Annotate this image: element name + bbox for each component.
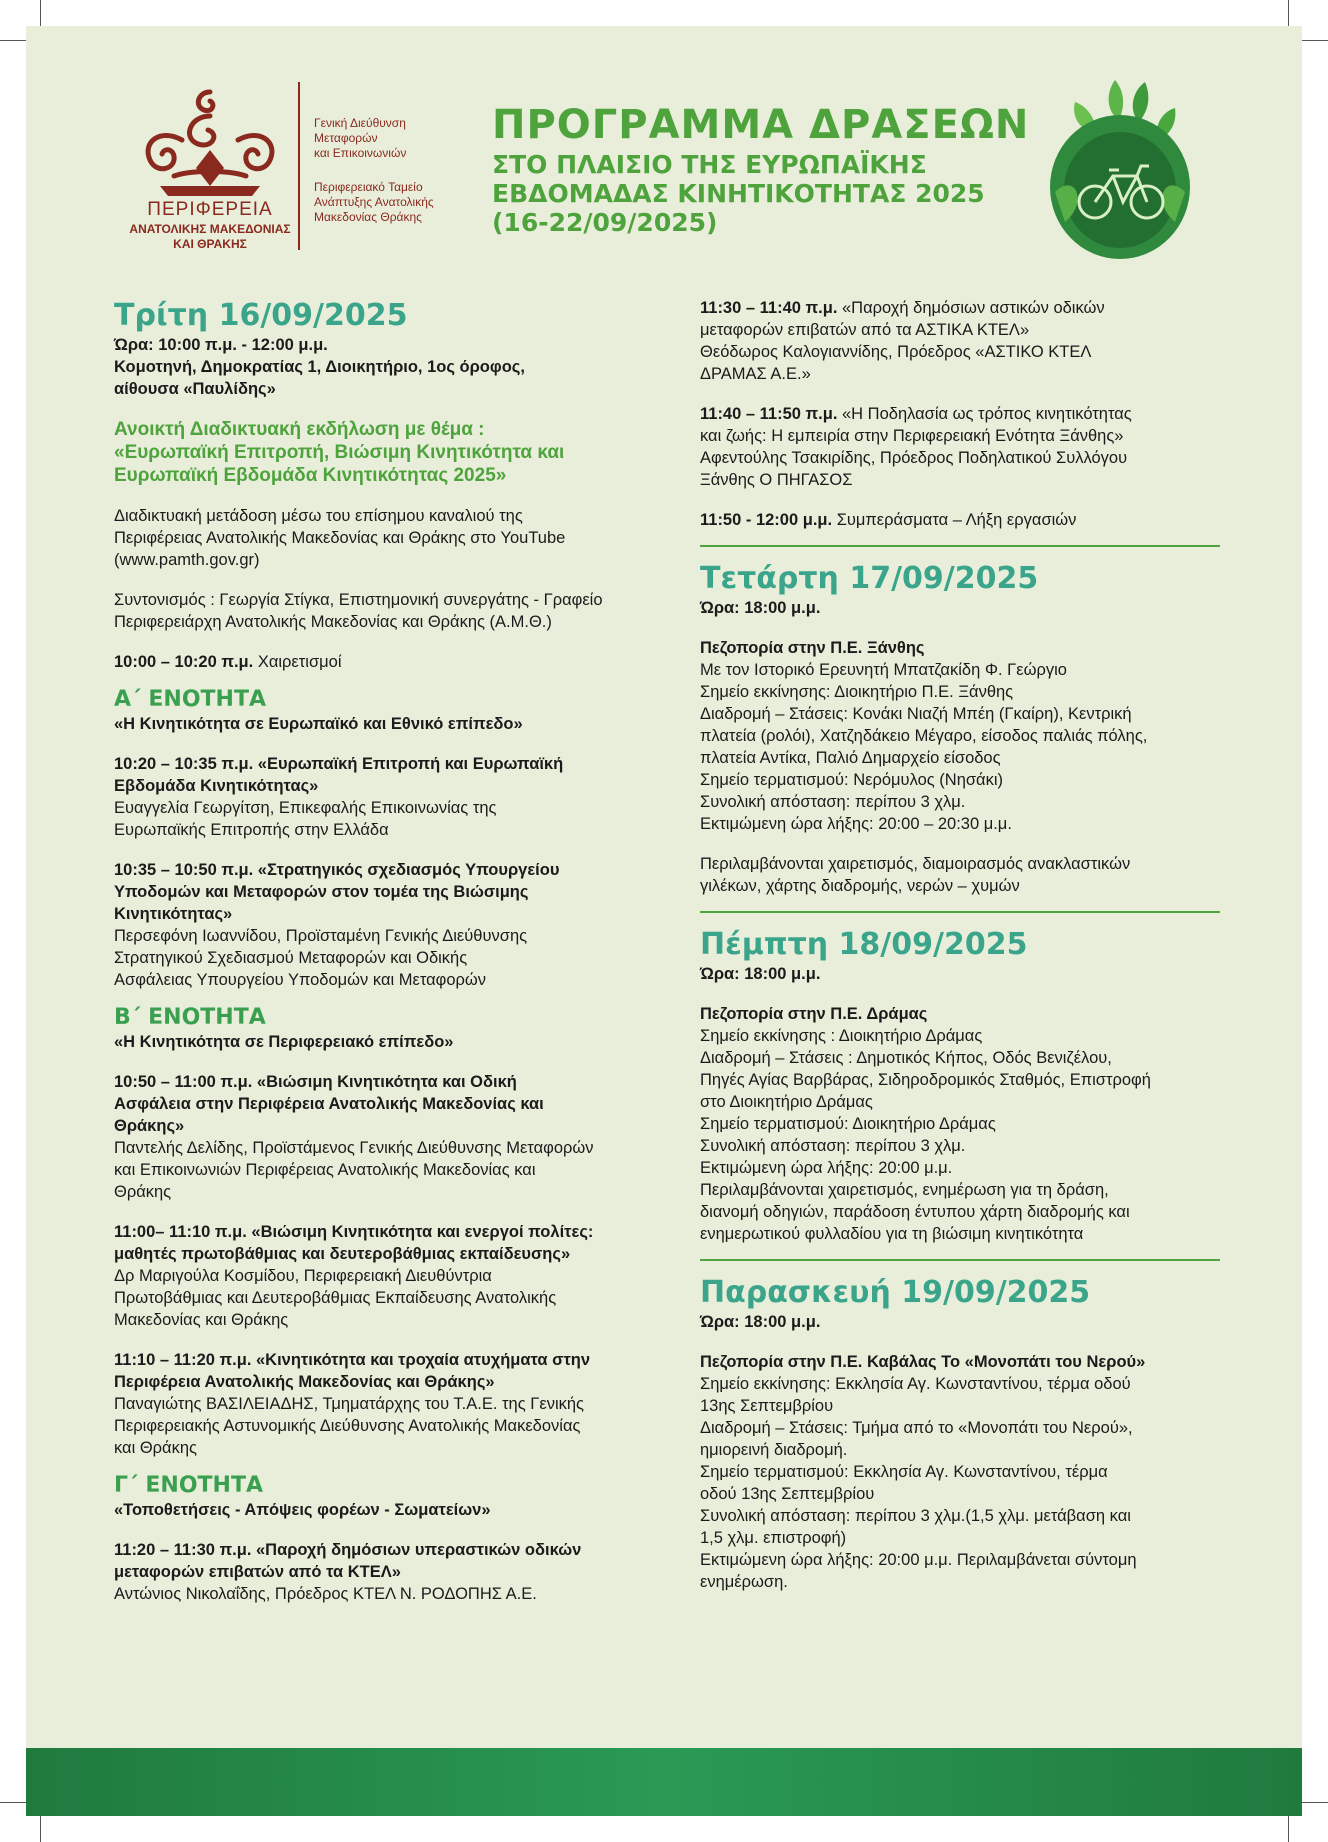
department-general [314, 116, 406, 161]
walk-detail-line: ημιορεινή διαδρομή. [700, 1441, 848, 1459]
agenda-title-line: Υποδομών και Μεταφορών στον τομέα της Βιώσιμης [114, 883, 529, 901]
logo-subtitle-line: ΑΝΑΤΟΛΙΚΗΣ ΜΑΚΕΔΟΝΙΑΣ [129, 222, 291, 236]
walk-detail-line: ενημέρωση. [700, 1573, 788, 1591]
section-divider [700, 545, 1220, 547]
broadcast-line: Διαδικτυακή μετάδοση μέσω του επίσημου καναλιού της [114, 507, 523, 525]
department-line: Μεταφορών [314, 131, 378, 145]
agenda-text-line: Ξάνθης Ο ΠΗΓΑΣΟΣ [700, 471, 853, 489]
event-time: Ώρα: 10:00 π.μ. - 12:00 μ.μ. [114, 336, 328, 354]
section-b-heading: Β΄ ΕΝΟΤΗΤΑ [114, 1005, 266, 1030]
agenda-title-line: 10:50 – 11:00 π.μ. «Βιώσιμη Κινητικότητα και Οδική [114, 1073, 517, 1091]
agenda-title-line: Θράκης» [114, 1117, 185, 1135]
walk-detail-line: Σημείο εκκίνησης: Διοικητήριο Π.Ε. Ξάνθης [700, 683, 1014, 701]
speaker-line: Παναγιώτης ΒΑΣΙΛΕΙΑΔΗΣ, Τμηματάρχης του Τ.Α.Ε. της Γενικής [114, 1395, 584, 1413]
event-time: Ώρα: 18:00 μ.μ. [700, 599, 821, 617]
coordination-line: Συντονισμός : Γεωργία Στίγκα, Επιστημονική συνεργάτης - Γραφείο [114, 591, 603, 609]
agenda-item [700, 509, 1220, 531]
walk-detail-line: Εκτιμώμενη ώρα λήξης: 20:00 – 20:30 μ.μ. [700, 815, 1012, 833]
agenda-title-line: 11:20 – 11:30 π.μ. «Παροχή δημόσιων υπεραστικών οδικών [114, 1541, 582, 1559]
agenda-time: 11:30 – 11:40 π.μ. [700, 299, 838, 317]
event-place-line: αίθουσα «Παυλίδης» [114, 380, 276, 398]
walk-detail-line: Σημείο τερματισμού: Νερόμυλος (Νησάκι) [700, 771, 1004, 789]
divider [298, 82, 300, 250]
crop-mark [1288, 1816, 1289, 1842]
broadcast-line: Περιφέρειας Ανατολικής Μακεδονίας και Θράκης στο YouTube [114, 529, 566, 547]
right-column [700, 297, 1220, 1593]
speaker-line: Περσεφόνη Ιωαννίδου, Προϊσταμένη Γενικής Διεύθυνσης [114, 927, 528, 945]
section-c-heading: Γ΄ ΕΝΟΤΗΤΑ [114, 1473, 263, 1498]
section-divider [700, 1259, 1220, 1261]
agenda-text-line: και ζωής: Η εμπειρία στην Περιφερειακή Ενότητα Ξάνθης» [700, 427, 1124, 445]
subtitle-line: ΣΤΟ ΠΛΑΙΣΙΟ ΤΗΣ ΕΥΡΩΠΑΪΚΗΣ [492, 150, 927, 179]
agenda-text: «Η Ποδηλασία ως τρόπος κινητικότητας [837, 405, 1132, 423]
greetings-item [114, 651, 674, 673]
walk-detail-line: Εκτιμώμενη ώρα λήξης: 20:00 μ.μ. Περιλαμβάνεται σύντομη [700, 1551, 1137, 1569]
agenda-title-line: Περιφέρεια Ανατολικής Μακεδονίας και Θράκης» [114, 1373, 495, 1391]
agenda-title-line: 10:20 – 10:35 π.μ. «Ευρωπαϊκή Επιτροπή και Ευρωπαϊκή [114, 755, 564, 773]
agenda-time: 11:40 – 11:50 π.μ. [700, 405, 838, 423]
speaker-line: Πρωτοβάθμιας και Δευτεροβάθμιας Εκπαίδευσης Ανατολικής [114, 1289, 557, 1307]
logo-name: ΠΕΡΙΦΕΡΕΙΑ [147, 199, 273, 220]
event-time: Ώρα: 18:00 μ.μ. [700, 1313, 821, 1331]
walk-detail-line: Σημείο τερματισμού: Διοικητήριο Δράμας [700, 1115, 996, 1133]
section-divider [700, 911, 1220, 913]
speaker-line: και Επικοινωνιών Περιφέρειας Ανατολικής Μακεδονίας και [114, 1161, 536, 1179]
crop-mark [1302, 1802, 1328, 1803]
agenda-title-line: Εβδομάδα Κινητικότητας» [114, 777, 319, 795]
section-c-subtitle: «Τοποθετήσεις - Απόψεις φορέων - Σωματείων» [114, 1501, 491, 1519]
walk-detail-line: Πηγές Αγίας Βαρβάρας, Σιδηροδρομικός Σταθμός, Επιστροφή [700, 1071, 1151, 1089]
walk-detail-line: 1,5 χλμ. επιστροφή) [700, 1529, 847, 1547]
agenda-text-line: Θεόδωρος Καλογιαννίδης, Πρόεδρος «ΑΣΤΙΚΟ ΚΤΕΛ [700, 343, 1092, 361]
event-title-line: Ευρωπαϊκή Εβδομάδα Κινητικότητας 2025» [114, 465, 507, 486]
agenda-item [700, 297, 1220, 319]
broadcast-line: (www.pamth.gov.gr) [114, 551, 260, 569]
department-line: και Επικοινωνιών [314, 146, 407, 160]
speaker-line: Αντώνιος Νικολαΐδης, Πρόεδρος ΚΤΕΛ Ν. ΡΟΔΟΠΗΣ Α.Ε. [114, 1585, 537, 1603]
walk-note-line: γιλέκων, χάρτης διαδρομής, νερών – χυμών [700, 877, 1020, 895]
walk-title: Πεζοπορία στην Π.Ε. Ξάνθης [700, 639, 925, 657]
agenda-title-line: μαθητές πρωτοβάθμιας και δευτεροβάθμιας εκπαίδευσης» [114, 1245, 571, 1263]
walk-detail-line: ενημερωτικού φυλλαδίου για τη βιώσιμη κινητικότητα [700, 1225, 1084, 1243]
agenda-text: Συμπεράσματα – Λήξη εργασιών [832, 511, 1077, 529]
day-heading-tuesday: Τρίτη 16/09/2025 [114, 298, 408, 333]
walk-detail-line: Σημείο εκκίνησης : Διοικητήριο Δράμας [700, 1027, 983, 1045]
event-title [114, 418, 674, 487]
walk-detail-line: Με τον Ιστορικό Ερευνητή Μπατζακίδη Φ. Γεώργιο [700, 661, 1067, 679]
event-title-line: «Ευρωπαϊκή Επιτροπή, Βιώσιμη Κινητικότητα και [114, 442, 565, 463]
bicycle-leaf-icon [1045, 72, 1195, 262]
crop-mark [40, 0, 41, 26]
walk-detail-line: οδού 13ης Σεπτεμβρίου [700, 1485, 875, 1503]
section-a-heading: Α΄ ΕΝΟΤΗΤΑ [114, 687, 266, 712]
agenda-title-line: μεταφορών επιβατών από τα ΚΤΕΛ» [114, 1563, 401, 1581]
logo-subtitle-line: ΚΑΙ ΘΡΑΚΗΣ [173, 237, 247, 251]
event-title-line: Ανοικτή Διαδικτυακή εκδήλωση με θέμα : [114, 419, 485, 440]
day-heading-wednesday: Τετάρτη 17/09/2025 [700, 561, 1039, 596]
speaker-line: Ασφάλειας Υπουργείου Υποδομών και Μεταφορών [114, 971, 487, 989]
speaker-line: Δρ Μαριγούλα Κοσμίδου, Περιφερειακή Διευθύντρια [114, 1267, 492, 1285]
crop-mark [40, 1816, 41, 1842]
agenda-item [700, 403, 1220, 425]
department-line: Γενική Διεύθυνση [314, 116, 406, 130]
crop-mark [0, 1802, 26, 1803]
speaker-line: Θράκης [114, 1183, 172, 1201]
walk-title: Πεζοπορία στην Π.Ε. Καβάλας Το «Μονοπάτι του Νερού» [700, 1353, 1146, 1371]
section-b-subtitle: «Η Κινητικότητα σε Περιφερειακό επίπεδο» [114, 1033, 454, 1051]
agenda-time: 11:50 - 12:00 μ.μ. [700, 511, 833, 529]
speaker-line: Παντελής Δελίδης, Προϊστάμενος Γενικής Διεύθυνσης Μεταφορών [114, 1139, 594, 1157]
page-title: ΠΡΟΓΡΑΜΜΑ ΔΡΑΣΕΩΝ [492, 102, 1030, 148]
speaker-line: Μακεδονίας και Θράκης [114, 1311, 289, 1329]
crop-mark [1302, 40, 1328, 41]
agenda-title-line: 10:35 – 10:50 π.μ. «Στρατηγικός σχεδιασμός Υπουργείου [114, 861, 560, 879]
walk-detail-line: Περιλαμβάνονται χαιρετισμός, ενημέρωση για τη δράση, [700, 1181, 1109, 1199]
page-subtitle [492, 150, 1052, 237]
agenda-text-line: Αφεντούλης Τσακιρίδης, Πρόεδρος Ποδηλατικού Συλλόγου [700, 449, 1128, 467]
walk-detail-line: Σημείο εκκίνησης: Εκκλησία Αγ. Κωνσταντίνου, τέρμα οδού [700, 1375, 1131, 1393]
speaker-line: Ευρωπαϊκής Επιτροπής στην Ελλάδα [114, 821, 389, 839]
department-line: Ανάπτυξης Ανατολικής [314, 195, 434, 209]
agenda-title-line: 11:10 – 11:20 π.μ. «Κινητικότητα και τροχαία ατυχήματα στην [114, 1351, 591, 1369]
logo-subtitle [112, 222, 308, 252]
walk-detail-line: Εκτιμώμενη ώρα λήξης: 20:00 μ.μ. [700, 1159, 953, 1177]
walk-detail-line: Διαδρομή – Στάσεις: Τμήμα από το «Μονοπάτι του Νερού», [700, 1419, 1133, 1437]
department-line: Μακεδονίας Θράκης [314, 210, 422, 224]
agenda-text-line: ΔΡΑΜΑΣ Α.Ε.» [700, 365, 811, 383]
speaker-line: και Θράκης [114, 1439, 197, 1457]
agenda-title-line: 11:00– 11:10 π.μ. «Βιώσιμη Κινητικότητα και ενεργοί πολίτες: [114, 1223, 594, 1241]
walk-detail-line: διανομή οδηγιών, παράδοση έντυπου χάρτη διαδρομής και [700, 1203, 1130, 1221]
footer-band [26, 1748, 1302, 1816]
speaker-line: Στρατηγικού Σχεδιασμού Μεταφορών και Οδικής [114, 949, 468, 967]
event-place-line: Κομοτηνή, Δημοκρατίας 1, Διοικητήριο, 1ος όροφος, [114, 358, 525, 376]
speaker-line: Περιφερειακής Αστυνομικής Διεύθυνσης Ανατολικής Μακεδονίας [114, 1417, 581, 1435]
department-line: Περιφερειακό Ταμείο [314, 180, 423, 194]
subtitle-line: ΕΒΔΟΜΑΔΑΣ ΚΙΝΗΤΙΚΟΤΗΤΑΣ 2025 [492, 179, 985, 208]
day-heading-thursday: Πέμπτη 18/09/2025 [700, 927, 1028, 962]
walk-note-line: Περιλαμβάνονται χαιρετισμός, διαμοιρασμός ανακλαστικών [700, 855, 1131, 873]
walk-detail-line: πλατεία Αντίκα, Παλιό Δημαρχείο είσοδος [700, 749, 1001, 767]
agenda-title-line: Κινητικότητας» [114, 905, 233, 923]
walk-detail-line: 13ης Σεπτεμβρίου [700, 1397, 834, 1415]
event-time: Ώρα: 18:00 μ.μ. [700, 965, 821, 983]
department-fund [314, 180, 434, 225]
walk-detail-line: Διαδρομή – Στάσεις : Δημοτικός Κήπος, Οδός Βενιζέλου, [700, 1049, 1112, 1067]
speaker-line: Ευαγγελία Γεωργίτση, Επικεφαλής Επικοινωνίας της [114, 799, 497, 817]
crop-mark [1288, 0, 1289, 26]
agenda-text: «Παροχή δημόσιων αστικών οδικών [837, 299, 1105, 317]
section-a-subtitle: «Η Κινητικότητα σε Ευρωπαϊκό και Εθνικό επίπεδο» [114, 715, 523, 733]
crop-mark [0, 40, 26, 41]
walk-detail-line: πλατεία (ρολόι), Χατζηδάκειο Μέγαρο, είσοδος παλιάς πόλης, [700, 727, 1148, 745]
subtitle-line: (16-22/09/2025) [492, 208, 718, 237]
agenda-text-line: μεταφορών επιβατών από τα ΑΣΤΙΚΑ ΚΤΕΛ» [700, 321, 1030, 339]
agenda-text: Χαιρετισμοί [253, 653, 342, 671]
left-column [114, 298, 674, 1605]
walk-detail-line: Διαδρομή – Στάσεις: Κονάκι Νιαζή Μπέη (Γκαίρη), Κεντρική [700, 705, 1132, 723]
walk-detail-line: Συνολική απόσταση: περίπου 3 χλμ. [700, 793, 966, 811]
walk-title: Πεζοπορία στην Π.Ε. Δράμας [700, 1005, 928, 1023]
coordination-line: Περιφερειάρχη Ανατολικής Μακεδονίας και Θράκης (Α.Μ.Θ.) [114, 613, 552, 631]
agenda-time: 10:00 – 10:20 π.μ. [114, 653, 254, 671]
walk-detail-line: Συνολική απόσταση: περίπου 3 χλμ.(1,5 χλμ. μετάβαση και [700, 1507, 1131, 1525]
day-heading-friday: Παρασκευή 19/09/2025 [700, 1275, 1091, 1310]
walk-detail-line: Σημείο τερματισμού: Εκκλησία Αγ. Κωνσταντίνου, τέρμα [700, 1463, 1108, 1481]
walk-detail-line: Συνολική απόσταση: περίπου 3 χλμ. [700, 1137, 966, 1155]
walk-detail-line: στο Διοικητήριο Δράμας [700, 1093, 873, 1111]
agenda-title-line: Ασφάλεια στην Περιφέρεια Ανατολικής Μακεδονίας και [114, 1095, 544, 1113]
